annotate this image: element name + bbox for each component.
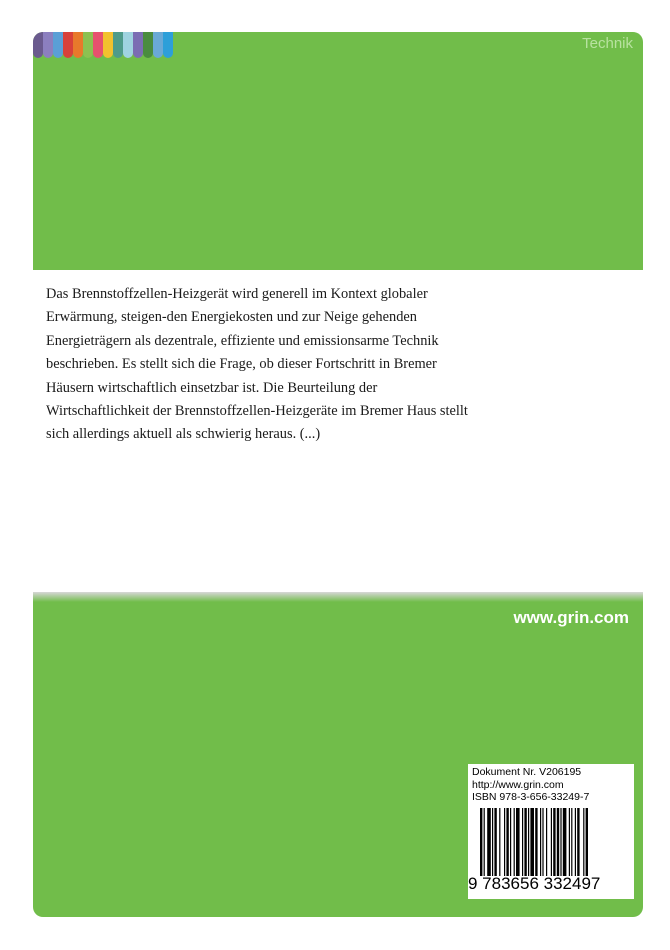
color-stripe [153, 32, 163, 58]
color-stripe [123, 32, 133, 58]
color-stripe [83, 32, 93, 58]
color-stripe [163, 32, 173, 58]
color-stripe [33, 32, 43, 58]
color-stripe [43, 32, 53, 58]
panel-shadow [33, 592, 643, 602]
barcode-digits: 9 783656 332497 [468, 874, 601, 893]
color-stripe [93, 32, 103, 58]
blurb-panel [33, 270, 643, 592]
color-stripe [133, 32, 143, 58]
barcode-image [480, 808, 628, 876]
document-number: Dokument Nr. V206195 [472, 766, 582, 778]
info-text [472, 766, 589, 804]
isbn-number: ISBN 978-3-656-33249-7 [472, 791, 590, 803]
color-stripe [53, 32, 63, 58]
isbn-box [468, 764, 634, 899]
color-stripe [73, 32, 83, 58]
color-stripe [143, 32, 153, 58]
book-back-cover [33, 32, 643, 917]
color-stripe [113, 32, 123, 58]
category-label: Technik [582, 35, 633, 52]
color-stripe-bar [33, 32, 173, 58]
publisher-url: http://www.grin.com [472, 778, 564, 791]
blurb-text: Das Brennstoffzellen-Heizgerät wird generell im Kontext globaler Erwärmung, steigen-den Energiekosten und zur Neige gehenden Energieträgern als dezentrale, effiziente und emissionsarme Technik beschrieben. Es stellt sich die Frage, ob dieser Fortschritt in Bremer Häusern wirtschaftlich einsetzbar ist. Die Beurteilung der Wirtschaftlichkeit der Brennstoffzellen-Heizgeräte im Bremer Haus stellt sich allerdings aktuell als schwierig heraus. (...) [46, 286, 468, 443]
color-stripe [103, 32, 113, 58]
publisher-website: www.grin.com [513, 608, 629, 627]
color-stripe [63, 32, 73, 58]
